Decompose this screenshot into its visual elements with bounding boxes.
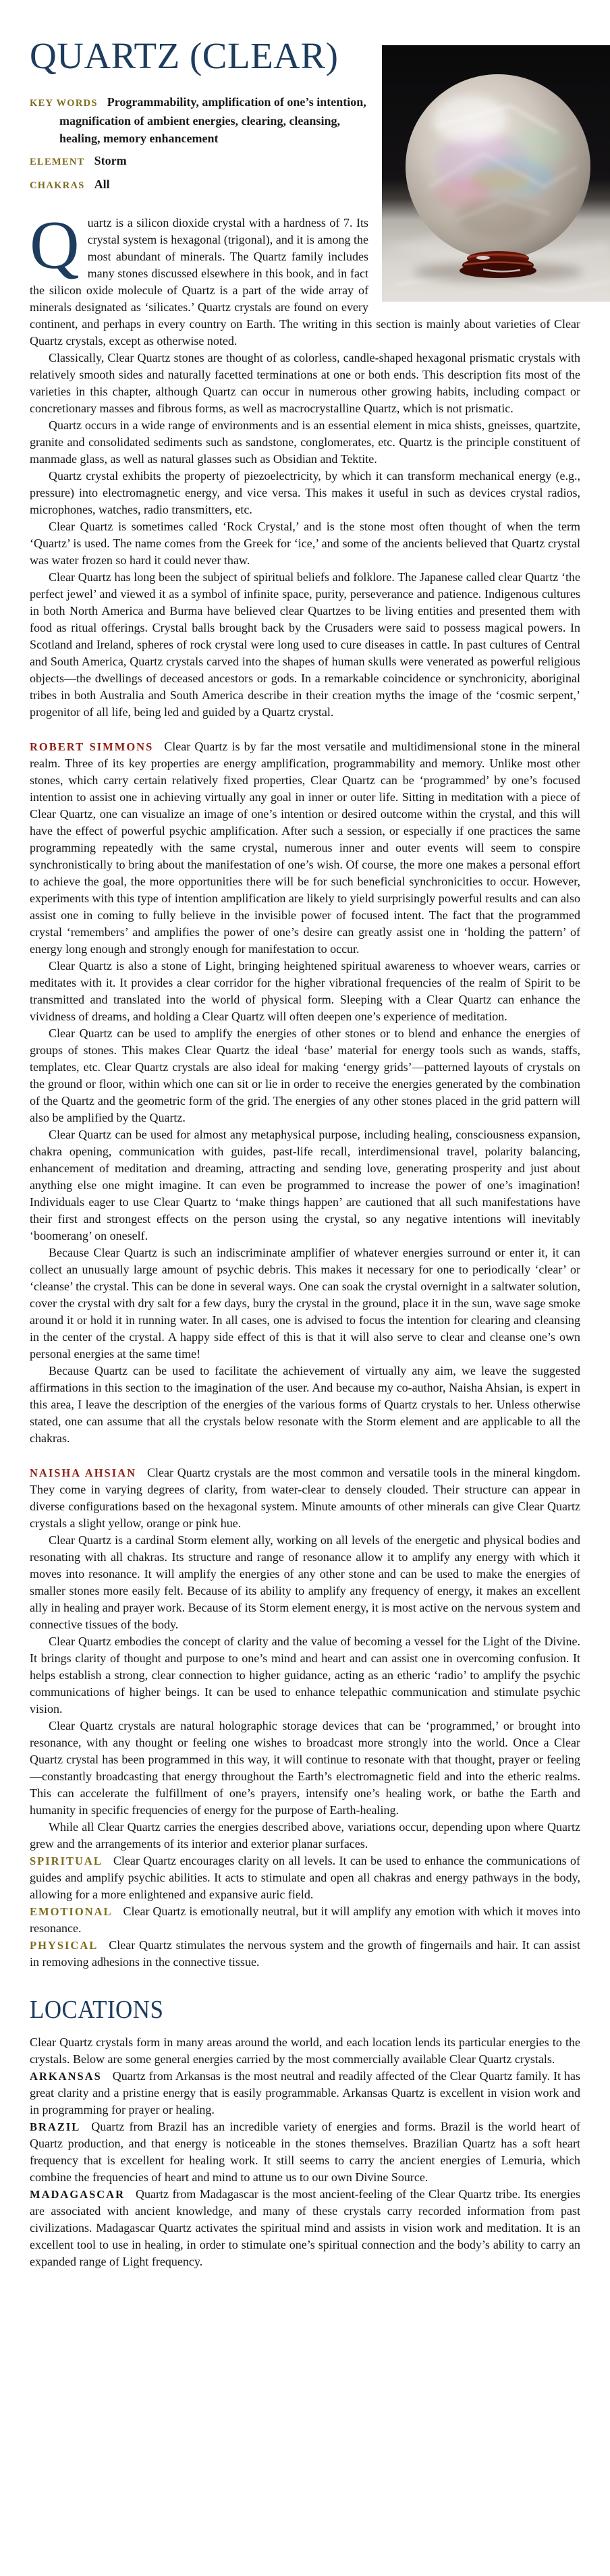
page-title: QUARTZ (CLEAR) [30,35,339,76]
emotional-text: Clear Quartz is emotionally neutral, but it will amplify any emotion with which it moves into resonance. [30,1904,580,1935]
aspect-physical [30,1937,580,1971]
ahsian-paragraph: Clear Quartz is a cardinal Storm element ally, working on all levels of the energetic and physical bodies and resonating with all chakras. Its structure and range of resonance allow it to amplify any energy with which it moves into resonance. It will amplify the energies of any other stone and can be used to make the energies of smaller stones more easily felt. Because of its ability to amplify any frequency of energy, it makes an excellent ally in healing and prayer work. Because of its Storm element energy, it is most active on the nervous system and connective tissues of the body. [30,1533,580,1631]
simmons-lead-paragraph [30,738,580,958]
ahsian-paragraph: While all Clear Quartz carries the energies described above, variations occur, depending upon where Quartz grew and the arrangements of its interior and exterior planar surfaces. [30,1819,580,1851]
location-brazil [30,2118,580,2186]
ahsian-lead-paragraph [30,1464,580,1532]
ahsian-paragraph: Clear Quartz embodies the concept of clarity and the value of becoming a vessel for the Light of the Divine. It brings clarity of thought and purpose to one’s mind and heart and can assist one in overcoming confusion. It helps establish a strong, clear connection to higher guidance, acting as an etheric ‘radio’ to amplify the psychic communications of higher beings. It can be used to enhance telepathic communication and stimulate psychic vision. [30,1634,580,1716]
element-value: Storm [94,153,127,167]
keywords-value: Programmability, amplification of one’s intention, magnification of ambient energies, clearing, cleansing, healing, memory enhancement [59,94,366,145]
simmons-paragraph: Clear Quartz can be used to amplify the energies of other stones or to blend and enhance the energies of groups of stones. This makes Clear Quartz the ideal ‘base’ material for energy tools such as wands, staffs, templates, etc. Clear Quartz crystals are also ideal for making ‘energy grids’—patterned layouts of crystals on the ground or floor, within which one can sit or lie in order to receive the energies generated by the combination of the Quartz and the geometric form of the grid. The energies of any other stones placed in the grid pattern will also be amplified by the Quartz. [30,1026,580,1124]
keywords-label: KEY WORDS [30,97,98,109]
section-robert-simmons [30,738,580,1447]
simmons-paragraph: Because Quartz can be used to facilitate the achievement of virtually any aim, we leave the suggested affirmations in this section to the imagination of the user. And because my co-author, Naisha Ahsian, is expert in this area, I leave the description of the energies of the various forms of Quartz crystals to her. Unless otherwise stated, one can assume that all the crystals below resonate with the Storm element and are applicable to all the chakras. [30,1363,580,1445]
location-arkansas [30,2068,580,2118]
element-label: ELEMENT [30,156,85,167]
dropcap-letter: Q [30,207,80,283]
arkansas-label: ARKANSAS [30,2069,102,2083]
locations-intro: Clear Quartz crystals form in many areas around the world, and each location lends its particular energies to the crystals. Below are some general energies carried by the most commercially available Clear Quartz crystals. [30,2035,580,2066]
locations-section [30,2034,580,2270]
simmons-paragraph: Clear Quartz can be used for almost any metaphysical purpose, including healing, consciousness expansion, chakra opening, communication with guides, past-life recall, interdimensional travel, polarity balancing, enhancement of meditation and dreaming, attracting and sending love, generating prosperity and just about anything else one might imagine. It can even be programmed to increase the power of one’s imagination! Individuals eager to use Clear Quartz to ‘make things happen’ are cautioned that all such manifestations have their first and strongest effects on the person using the crystal, so any negative intentions will inevitably ‘boomerang’ on oneself. [30,1127,580,1242]
emotional-label: EMOTIONAL [30,1904,113,1918]
brazil-text: Quartz from Brazil has an incredible variety of energies and forms. Brazil is the world heart of Quartz production, and that energy is noticeable in the stones themselves. Brazilian Quartz has a soft heart frequency that is excellent for healing work. It still seems to carry the ancient energies of Lemuria, which combine the frequencies of heart and mind to attune us to our own Divine Source. [30,2119,580,2184]
intro-paragraph: Clear Quartz is sometimes called ‘Rock Crystal,’ and is the stone most often thought of when the term ‘Quartz’ is used. The name comes from the Greek for ‘ice,’ and some of the ancients believed that Quartz crystal was water frozen so hard it could never thaw. [30,519,580,567]
madagascar-label: MADAGASCAR [30,2187,125,2201]
aspect-spiritual [30,1853,580,1903]
locations-heading: LOCATIONS [30,1995,164,2024]
physical-label: PHYSICAL [30,1938,99,1952]
simmons-paragraph: Clear Quartz is also a stone of Light, bringing heightened spiritual awareness to whoever wears, carries or meditates with it. It provides a clear corridor for the higher vibrational frequencies of the realm of Spirit to be transmitted and translated into the world of physical form. Sleeping with a Clear Quartz can enhance the vividness of dreams, and holding a Clear Quartz will often deepen one’s experience of meditation. [30,958,580,1023]
chakras-label: CHAKRAS [30,180,85,191]
section-naisha-ahsian [30,1464,580,1971]
aspect-emotional [30,1903,580,1937]
brazil-label: BRAZIL [30,2120,81,2133]
chakras-value: All [94,177,110,191]
quartz-sphere-photo [382,45,610,302]
intro-paragraph: Quartz occurs in a wide range of environments and is an essential element in mica shists, gneisses, quartzite, granite and consolidated sediments such as sandstone, conglomerates, etc. Quartz is the principle constituent of manmade glass, as well as natural glasses such as Obsidian and Tektite. [30,418,580,466]
location-madagascar [30,2186,580,2270]
intro-paragraph: Quartz crystal exhibits the property of piezoelectricity, by which it can transform mechanical energy (e.g., pressure) into electromagnetic energy, and vice versa. This makes it useful in such as devices crystal radios, microphones, watches, radio transmitters, etc. [30,468,580,516]
author-label-naisha-ahsian: NAISHA AHSIAN [30,1466,136,1479]
intro-paragraph: Clear Quartz has long been the subject of spiritual beliefs and folklore. The Japanese called clear Quartz ‘the perfect jewel’ and viewed it as a symbol of infinite space, purity, perseverance and patience. Indigenous cultures in both North America and Burma have believed clear Quartzes to be living entities and presented them with food as ritual offerings. Crystal balls brought back by the Crusaders were said to possess magical powers. In Scotland and Ireland, spheres of rock crystal were long used to cure diseases in cattle. In past cultures of Central and South America, Quartz crystals carved into the shapes of human skulls were venerated as powerful religious objects—the dwellings of deceased ancestors or gods. In a remarkable coincidence or synchronicity, aboriginal tribes in both Australia and South America describe in their creation myths the image of the ‘cosmic serpent,’ progenitor of all life, being led and guided by a Quartz crystal. [30,570,580,719]
intro-paragraph: Classically, Clear Quartz stones are thought of as colorless, candle-shaped hexagonal prismatic crystals with relatively smooth sides and naturally facetted terminations at one or both ends. This description fits most of the varieties in this chapter, although Quartz can occur in numerous other growing habits, including compact or concretionary masses and fibrous forms, as well as macrocrystalline Quartz, which is not prismatic. [30,350,580,415]
simmons-paragraph: Because Clear Quartz is such an indiscriminate amplifier of whatever energies surround or enter it, it can collect an unusually large amount of psychic debris. This makes it necessary for one to periodically ‘clear’ or ‘cleanse’ the crystal. This can be done in several ways. One can soak the crystal overnight in a saltwater solution, cover the crystal with dry salt for a few days, bury the crystal in the ground, place it in the sun, wave sage smoke around it or hold it in running water. In all cases, one is advised to focus the intention for clearing and cleansing in the center of the crystal. A happy side effect of this is that it will also serve to clear and cleanse one’s own personal energies at the same time! [30,1245,580,1361]
intro-first-text: uartz is a silicon dioxide crystal with a hardness of 7. Its crystal system is hexagonal (trigonal), and it is among the most abundant of minerals. The Quartz family includes many stones discussed elsewhere in this book, and in fact the silicon oxide molecule of Quartz is a part of the wide array of minerals designated as ‘silicates.’ Quartz crystals are found on every continent, and perhaps in every country on Earth. The writing in this section is mainly about varieties of Clear Quartz crystals, except as otherwise noted. [30,215,580,348]
ahsian-paragraph: Clear Quartz crystals are natural holographic storage devices that can be ‘programmed,’ or brought into resonance, with any thought or feeling one wishes to broadcast more strongly into the world. Once a Clear Quartz crystal has been programmed in this way, it will continue to resonate with that thought, prayer or feeling—constantly broadcasting that energy throughout the Earth’s electromagnetic field and into the etheric realms. This can accelerate the fulfillment of one’s prayers, intensify one’s healing work, or bathe the Earth and humanity in specific frequencies of energy for the purpose of Earth-healing. [30,1718,580,1817]
ahsian-lead-text: Clear Quartz crystals are the most common and versatile tools in the mineral kingdom. They come in varying degrees of clarity, from water-clear to densely clouded. Their structure can appear in diverse configurations based on the hexagonal system. Minute amounts of other minerals can give Clear Quartz crystals a slight yellow, orange or pink hue. [30,1465,580,1530]
quartz-sphere-image [382,45,610,302]
article-body [30,207,580,2270]
arkansas-text: Quartz from Arkansas is the most neutral and readily affected of the Clear Quartz family. It has great clarity and a pristine energy that is easily programmable. Arkansas Quartz is excellent in vision work and in programming for prayer or healing. [30,2068,580,2116]
spiritual-label: SPIRITUAL [30,1854,103,1867]
madagascar-text: Quartz from Madagascar is the most ancient-feeling of the Clear Quartz tribe. Its energies are associated with ancient knowledge, and many of these crystals carry recorded information from past civilizations. Madagascar Quartz activates the spiritual mind and assists in vision work and meditation. It is an excellent tool to use in healing, in order to stimulate one’s spiritual connection and the body’s ability to carry an expanded range of Light frequency. [30,2187,580,2268]
spiritual-text: Clear Quartz encourages clarity on all levels. It can be used to enhance the communications of guides and amplify psychic abilities. It acts to stimulate and open all chakras and energy pathways in the body, allowing for a more enlightened and expansive auric field. [30,1853,580,1901]
physical-text: Clear Quartz stimulates the nervous system and the growth of fingernails and hair. It can assist in removing adhesions in the connective tissue. [30,1938,580,1969]
simmons-lead-text: Clear Quartz is by far the most versatile and multidimensional stone in the mineral realm. Three of its key properties are energy amplification, programmability and memory. Unlike most other stones, which carry certain relatively fixed properties, Clear Quartz can be ‘programmed’ by one’s focused intention to assist one in achieving virtually any goal in inner or outer life. Sitting in meditation with a piece of Clear Quartz, one can visualize an image of one’s intention or desired outcome within the crystal, and this will have the effect of powerful psychic amplification. After such a session, or especially if one practices the same programming repeatedly with the same crystal, numerous inner and outer events will seem to conspire synchronistically to bring about the manifestation of one’s wish. Of course, the more one makes a personal effort to achieve the goal, the more opportunities there will be for such beneficial synchronicities to occur. However, experiments with this type of intention amplification are likely to yield surprisingly powerful results and can also assist one in coming to fully believe in the invisible power of focused intent. The fact that the programmed crystal ‘remembers’ and amplifies the power of one’s desire can greatly assist one in ‘holding the pattern’ of energy long enough and strongly enough for manifestation to occur. [30,739,580,956]
author-label-robert-simmons: ROBERT SIMMONS [30,740,154,753]
